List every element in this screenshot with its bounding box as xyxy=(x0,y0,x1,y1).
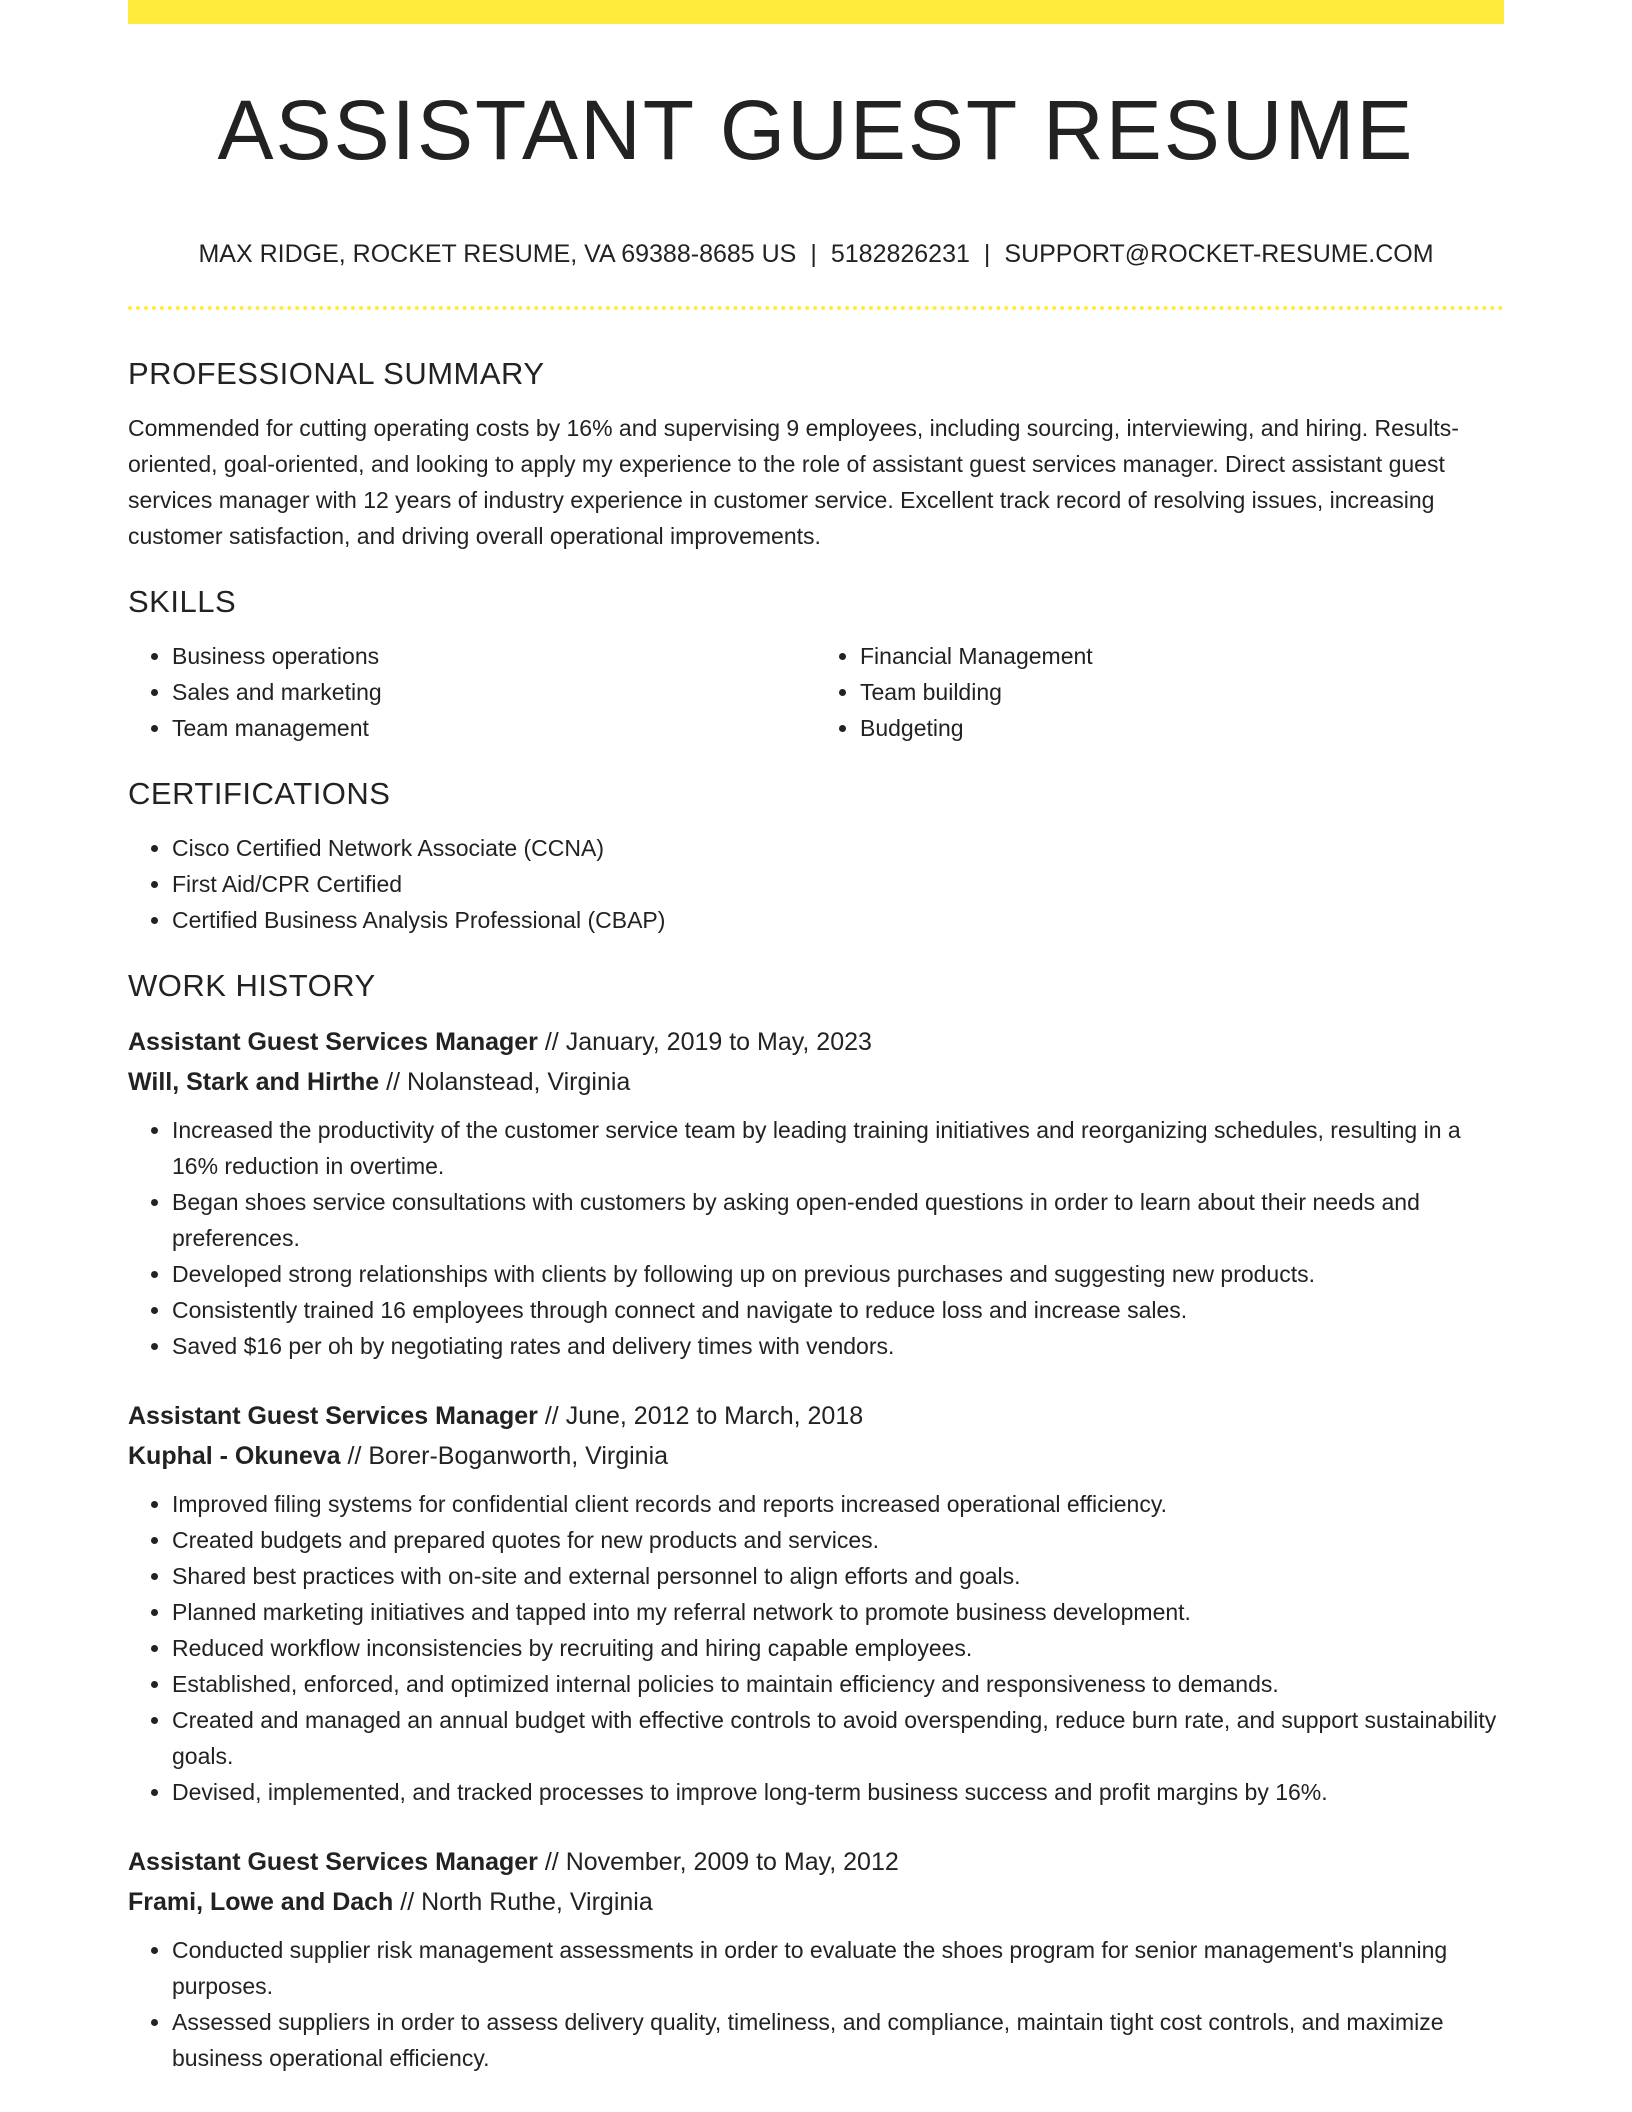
job-company-line xyxy=(128,1062,1504,1102)
job-company-line xyxy=(128,1436,1504,1476)
contact-email: SUPPORT@ROCKET-RESUME.COM xyxy=(1004,240,1434,268)
job-title: Assistant Guest Services Manager xyxy=(128,1028,538,1056)
job-bullet: • Saved $16 per oh by negotiating rates and delivery times with vendors. xyxy=(172,1328,1504,1364)
job-title-line xyxy=(128,1396,1504,1436)
job-separator: // xyxy=(537,1848,566,1876)
job-bullet: • Established, enforced, and optimized internal policies to maintain efficiency and responsiveness to demands. xyxy=(172,1666,1504,1702)
contact-separator: | xyxy=(983,240,991,268)
resume-content xyxy=(128,352,1504,2076)
contact-line xyxy=(128,236,1504,272)
summary-heading: PROFESSIONAL SUMMARY xyxy=(128,356,545,391)
contact-phone: 5182826231 xyxy=(830,240,970,268)
job-company: Will, Stark and Hirthe xyxy=(128,1068,380,1096)
top-accent-bar xyxy=(128,0,1504,24)
summary-section xyxy=(128,352,1504,554)
job-company: Kuphal - Okuneva xyxy=(128,1442,341,1470)
certifications-list xyxy=(128,830,1504,938)
resume-title: ASSISTANT GUEST RESUME xyxy=(217,83,1415,177)
contact-separator: | xyxy=(810,240,817,268)
job-bullet: • Devised, implemented, and tracked processes to improve long-term business success and profit margins by 16%. xyxy=(172,1774,1504,1810)
skill-item: • Sales and marketing xyxy=(172,674,816,710)
job-company: Frami, Lowe and Dach xyxy=(128,1888,394,1916)
skills-list-left xyxy=(128,638,816,746)
job-separator: // xyxy=(537,1028,566,1056)
job-bullet: • Conducted supplier risk management assessments in order to evaluate the shoes program for senior management's planning purposes. xyxy=(172,1932,1504,2004)
skill-item: • Financial Management xyxy=(860,638,1504,674)
job-title: Assistant Guest Services Manager xyxy=(128,1402,538,1430)
certification-item: • First Aid/CPR Certified xyxy=(172,866,1504,902)
job-bullet: • Developed strong relationships with clients by following up on previous purchases and suggesting new products. xyxy=(172,1256,1504,1292)
summary-text: Commended for cutting operating costs by 16% and supervising 9 employees, including sourcing, interviewing, and hiring. Results-oriented, goal-oriented, and looking to apply my experience to the role of assistant guest services manager. Direct assistant guest services manager with 12 years of industry experience in customer service. Excellent track record of resolving issues, increasing customer satisfaction, and driving overall operational improvements. xyxy=(128,415,1459,549)
job-bullet: • Shared best practices with on-site and external personnel to align efforts and goals. xyxy=(172,1558,1504,1594)
job-bullets xyxy=(128,1486,1504,1810)
job-bullet: • Improved filing systems for confidential client records and reports increased operational efficiency. xyxy=(172,1486,1504,1522)
job-entry xyxy=(128,1842,1504,2076)
job-location: Borer-Boganworth, Virginia xyxy=(368,1442,669,1470)
certifications-section xyxy=(128,772,1504,938)
skills-list-right xyxy=(816,638,1504,746)
job-bullet: • Began shoes service consultations with customers by asking open-ended questions in order to learn about their needs and preferences. xyxy=(172,1184,1504,1256)
skills-heading: SKILLS xyxy=(128,584,237,619)
skills-section xyxy=(128,580,1504,746)
job-bullets xyxy=(128,1112,1504,1364)
job-bullet: • Created budgets and prepared quotes for new products and services. xyxy=(172,1522,1504,1558)
job-company-line xyxy=(128,1882,1504,1922)
job-bullet: • Created and managed an annual budget with effective controls to avoid overspending, reduce burn rate, and support sustainability goals. xyxy=(172,1702,1504,1774)
job-location: Nolanstead, Virginia xyxy=(407,1068,631,1096)
job-bullet: • Planned marketing initiatives and tapped into my referral network to promote business development. xyxy=(172,1594,1504,1630)
job-location: North Ruthe, Virginia xyxy=(421,1888,653,1916)
job-separator: // xyxy=(379,1068,408,1096)
job-bullet: • Assessed suppliers in order to assess delivery quality, timeliness, and compliance, maintain tight cost controls, and maximize business operational efficiency. xyxy=(172,2004,1504,2076)
job-bullets xyxy=(128,1932,1504,2076)
job-dates: June, 2012 to March, 2018 xyxy=(565,1402,864,1430)
dotted-divider xyxy=(128,306,1504,310)
skill-item: • Budgeting xyxy=(860,710,1504,746)
job-entry xyxy=(128,1396,1504,1810)
job-dates: November, 2009 to May, 2012 xyxy=(565,1848,899,1876)
skill-item: • Team building xyxy=(860,674,1504,710)
job-dates: January, 2019 to May, 2023 xyxy=(565,1028,872,1056)
job-entry xyxy=(128,1022,1504,1364)
contact-address: MAX RIDGE, ROCKET RESUME, VA 69388-8685 US xyxy=(198,240,797,268)
skill-item: • Business operations xyxy=(172,638,816,674)
job-bullet: • Increased the productivity of the customer service team by leading training initiatives and reorganizing schedules, resulting in a 16% reduction in overtime. xyxy=(172,1112,1504,1184)
job-title-line xyxy=(128,1842,1504,1882)
work-history-heading: WORK HISTORY xyxy=(128,968,376,1003)
job-separator: // xyxy=(340,1442,369,1470)
job-bullet: • Consistently trained 16 employees through connect and navigate to reduce loss and increase sales. xyxy=(172,1292,1504,1328)
job-separator: // xyxy=(537,1402,566,1430)
certification-item: • Certified Business Analysis Professional (CBAP) xyxy=(172,902,1504,938)
work-history-section xyxy=(128,964,1504,2076)
skills-columns xyxy=(128,638,1504,746)
job-title-line xyxy=(128,1022,1504,1062)
job-title: Assistant Guest Services Manager xyxy=(128,1848,538,1876)
job-bullet: • Reduced workflow inconsistencies by recruiting and hiring capable employees. xyxy=(172,1630,1504,1666)
certifications-heading: CERTIFICATIONS xyxy=(128,776,391,811)
certification-item: • Cisco Certified Network Associate (CCNA) xyxy=(172,830,1504,866)
job-separator: // xyxy=(393,1888,422,1916)
skill-item: • Team management xyxy=(172,710,816,746)
